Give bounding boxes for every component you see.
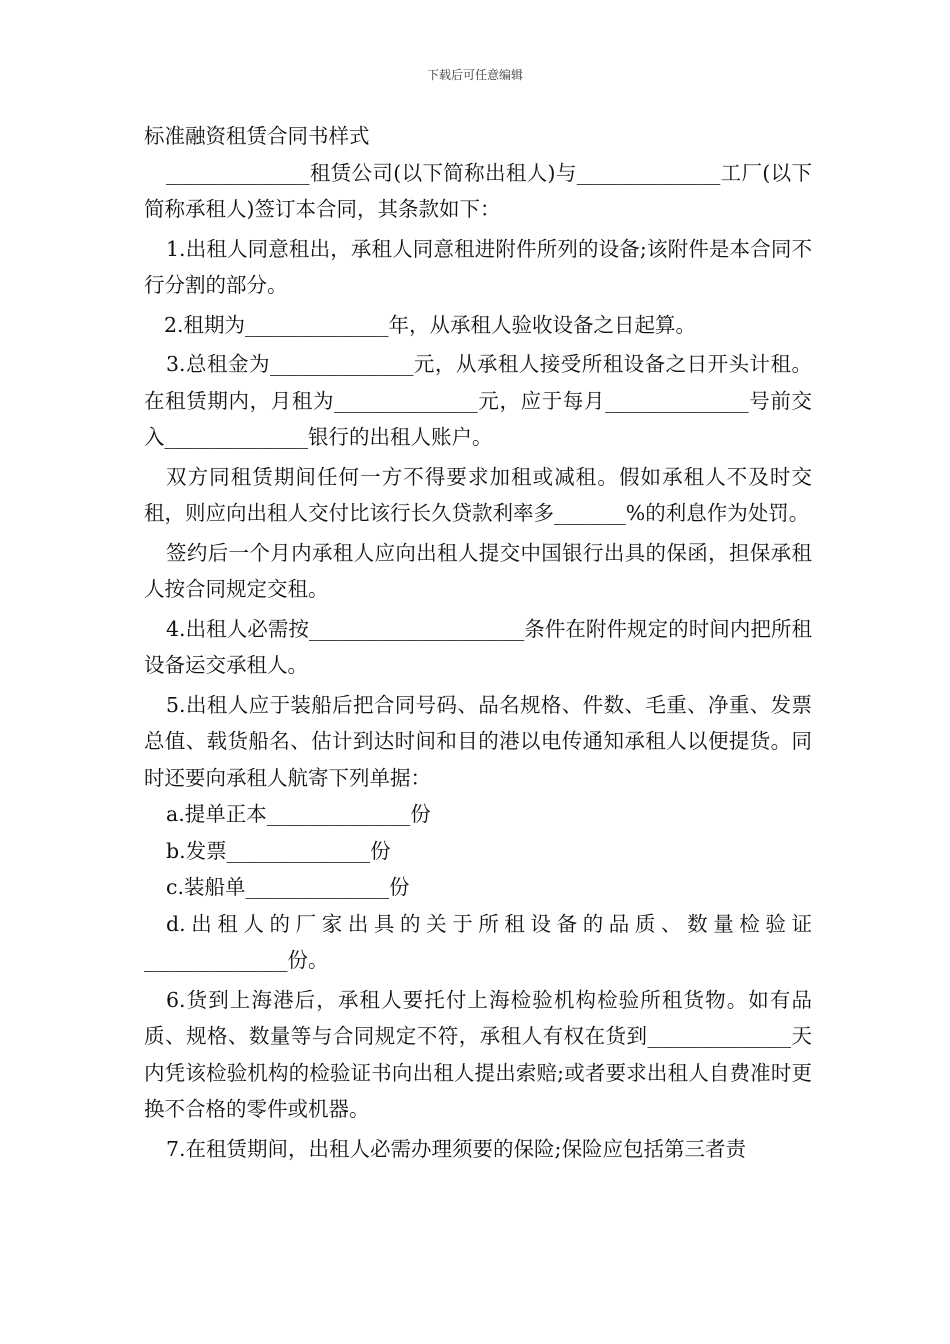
paragraph-item-b: b.发票______________份 [166, 838, 391, 863]
paragraph-clause-2: 2.租期为______________年，从承租人验收设备之日起算。 [164, 312, 697, 337]
paragraph-item-c: c.装船单______________份 [166, 875, 410, 899]
paragraph-clause-7: 7.在租赁期间，出租人必需办理须要的保险;保险应包括第三者责 [166, 1136, 746, 1161]
paragraph-guarantee: 签约后一个月内承租人应向出租人提交中国银行出具的保函，担保承租人按合同规定交租。 [144, 540, 812, 601]
paragraph-clause-5: 5.出租人应于装船后把合同号码、品名规格、件数、毛重、净重、发票总值、载货船名、估计到达时间和目的港以电传通知承租人以便提货。同时还要向承租人航寄下列单据： [144, 692, 812, 790]
paragraph-item-a: a.提单正本______________份 [166, 802, 431, 826]
paragraph-clause-4: 4.出租人必需按_____________________条件在附件规定的时间内把所租设备运交承租人。 [144, 616, 812, 677]
paragraph-clause-1: 1.出租人同意租出，承租人同意租进附件所列的设备;该附件是本合同不行分割的部分。 [144, 236, 812, 297]
paragraph-item-d: d.出租人的厂家出具的关于所租设备的品质、数量检验证______________份。 [144, 911, 812, 972]
document-title: 标准融资租赁合同书样式 [144, 124, 370, 148]
contract-document [144, 118, 812, 1167]
paragraph-preamble: ______________租赁公司(以下简称出租人)与______________工厂(以下简称承租人)签订本合同，其条款如下： [144, 160, 812, 221]
paragraph-clause-6: 6.货到上海港后，承租人要托付上海检验机构检验所租货物。如有品质、规格、数量等与合同规定不符，承租人有权在货到______________天内凭该检验机构的检验证书向出租人提出索赔;或者要求出租人自费准时更换不合格的零件或机器。 [144, 987, 812, 1121]
header-note: 下载后可任意编辑 [426, 68, 523, 82]
paragraph-clause-3: 3.总租金为______________元，从承租人接受所租设备之日开头计租。在租赁期内，月租为______________元，应于每月______________号前交入______________银行的出租人账户。 [144, 352, 812, 449]
paragraph-rent-adjustment: 双方同租赁期间任何一方不得要求加租或减租。假如承租人不及时交租，则应向出租人交付比该行长久贷款利率多_______%的利息作为处罚。 [144, 464, 812, 525]
